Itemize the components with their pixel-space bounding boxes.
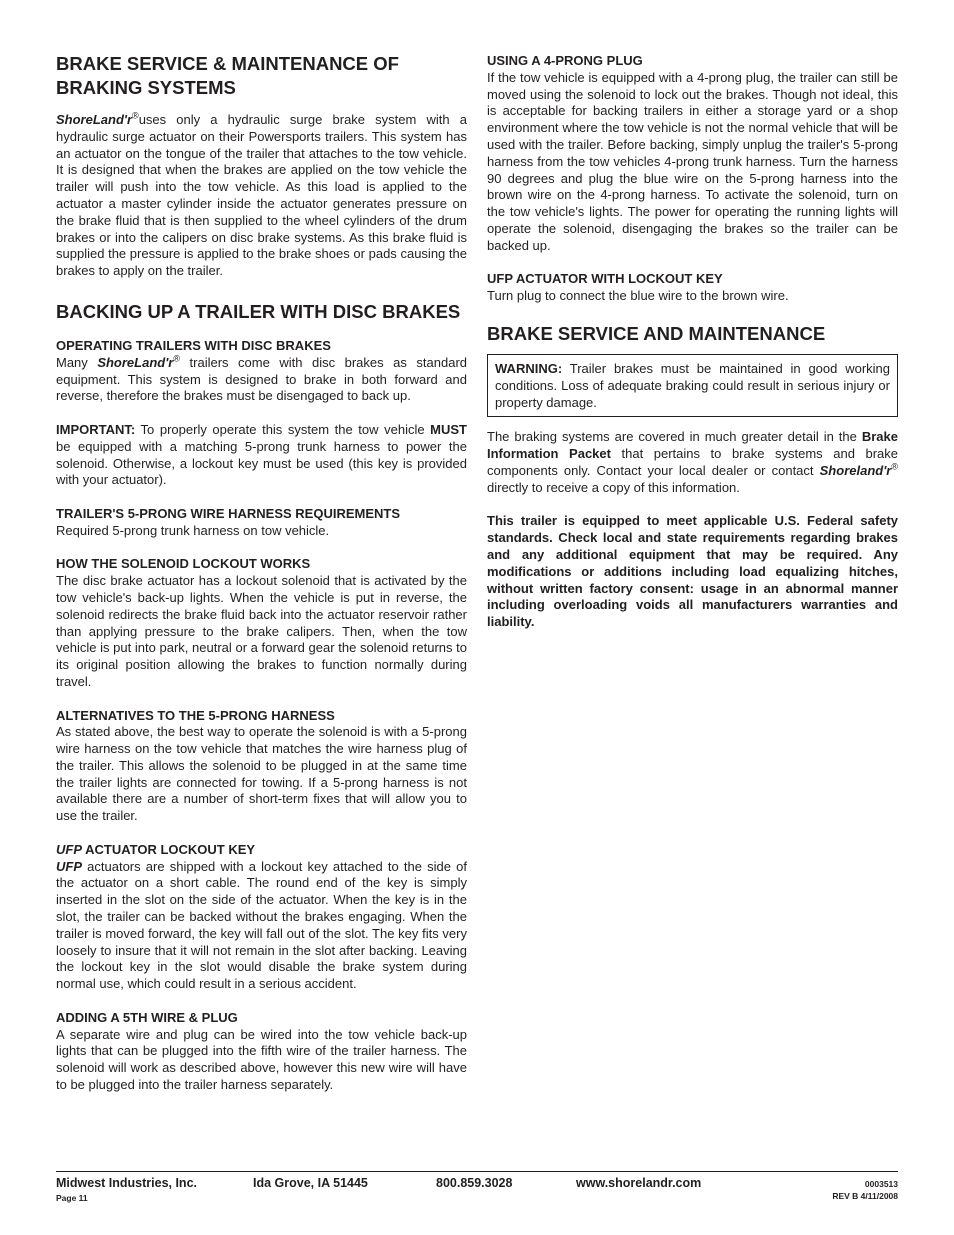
alternatives-heading: ALTERNATIVES TO THE 5-PRONG HARNESS	[56, 707, 335, 723]
left-column	[56, 52, 467, 1094]
harness-paragraph: Required 5-prong trunk harness on tow vehicle.	[56, 522, 330, 538]
federal-standards-paragraph: This trailer is equipped to meet applicable U.S. Federal safety standards. Check local and state requirements regarding brakes and any additional equipment that may be required. Any modifications or additions including load equalizing hitches, without written factory consent: usage in an abnormal manner including overloading voids all manufacturers warranties and liability.	[487, 513, 898, 630]
ufp-brand: UFP	[56, 858, 82, 874]
alternatives-paragraph: As stated above, the best way to operate the solenoid is with a 5-prong wire harness on the tow vehicle that matches the wire harness plug of the trailer. This allows the solenoid to be plugged in at the same time the trailer lights are connected for towing. If a 5-prong harness is not available there are a number of short-term fixes that will allow you to use the trailer.	[56, 724, 467, 824]
brake-packet-name: Brake Information Packet	[487, 429, 898, 462]
footer-city: Ida Grove, IA 51445	[253, 1176, 368, 1190]
ufp-lockout-key-heading: UFP ACTUATOR LOCKOUT KEY	[56, 841, 256, 857]
ufp-paragraph: UFP actuators are shipped with a lockout key attached to the side of the actuator on a short cable. The round end of the key is simply inserted in the slot on the side of the actuator. When the key is in the slot, the trailer can be backed without the brakes engaging. When the trailer is moved forward, the key will fall out of the slot. The key fits very loosely to insure that it will not remain in the slot after backing. Leaving the lockout key in the slot would disable the brake system during normal use, which could result in a serious accident.	[56, 858, 467, 992]
brand-name: ShoreLand'r	[97, 354, 174, 370]
intro-paragraph: ShoreLand'r®uses only a hydraulic surge brake system with a hydraulic surge actuator on their Powersports trailers. This system has an actuator on the tongue of the trailer that attaches to the tow vehicle. It is designed that when the brakes are applied on the tow vehicle the trailer will push into the tow vehicle. As this load is applied to the actuator a master cylinder inside the actuator generates pressure on the brake fluid that is then supplied to the wheel cylinders of the drum brakes or into the calipers on disc brake systems. As this brake fluid is supplied the pressure is applied to the brake shoes or pads causing the brakes to apply on the trailer.	[56, 110, 467, 279]
footer-company: Midwest Industries, Inc.	[56, 1176, 197, 1190]
operating-heading: OPERATING TRAILERS WITH DISC BRAKES	[56, 337, 331, 353]
must-emphasis: MUST	[430, 421, 467, 437]
operating-paragraph: Many ShoreLand'r® trailers come with disc brakes as standard equipment. This system is designed to brake in both forward and reverse, therefore the brakes must be disengaged to back up.	[56, 353, 467, 404]
warning-text: WARNING: Trailer brakes must be maintained in good working conditions. Loss of adequate braking could result in serious injury or property damage.	[495, 360, 890, 410]
service-title: BRAKE SERVICE AND MAINTENANCE	[487, 322, 826, 344]
solenoid-paragraph: The disc brake actuator has a lockout solenoid that is activated by the tow vehicle's back-up lights. When the vehicle is put in reverse, the solenoid redirects the brake fluid back into the actuator reservoir rather than applying pressure to the brake calipers. Then, when the tow vehicle is put into park, neutral or a forward gear the solenoid returns to its original position allowing the brakes to function normally during travel.	[56, 573, 467, 689]
backing-title: BACKING UP A TRAILER WITH DISC BRAKES	[56, 300, 461, 322]
solenoid-heading: HOW THE SOLENOID LOCKOUT WORKS	[56, 556, 311, 572]
warning-box	[487, 354, 898, 417]
four-prong-heading: USING A 4-PRONG PLUG	[487, 53, 643, 68]
right-column	[487, 53, 898, 631]
important-paragraph: IMPORTANT: To properly operate this system the tow vehicle MUST be equipped with a matching 5-prong trunk harness to power the solenoid. Otherwise, a lockout key must be used (this key is provided with your actuator).	[56, 421, 467, 488]
footer-website: www.shorelandr.com	[576, 1176, 702, 1190]
fifth-wire-paragraph: A separate wire and plug can be wired into the tow vehicle back-up lights that can be plugged into the fifth wire of the trailer harness. The solenoid will work as described above, however this new wire will have to be plugged into the trailer harness separately.	[56, 1026, 467, 1093]
ufp-actuator-paragraph: Turn plug to connect the blue wire to the brown wire.	[487, 288, 789, 304]
footer-rule	[56, 1171, 898, 1172]
brand-name: Shoreland'r	[819, 462, 892, 478]
revision: REV B 4/11/2008	[832, 1191, 898, 1201]
ufp-actuator-heading: UFP ACTUATOR WITH LOCKOUT KEY	[487, 271, 723, 287]
four-prong-paragraph: If the tow vehicle is equipped with a 4-prong plug, the trailer can still be moved using the solenoid to lock out the brakes. Though not ideal, this is acceptable for backing trailers in either a storage yard or a shop environment where the tow vehicle is not the normal vehicle that will be used with the trailer. Before backing, simply unplug the trailer's 5-prong harness from the tow vehicles 4-prong trunk harness. Turn the harness 90 degrees and plug the blue wire on the 5-prong harness into the brown wire on the 4-prong harness. To activate the solenoid, turn on the tow vehicle's lights. The power for operating the running lights will operate the solenoid, disengaging the brakes so the trailer can be backed up.	[487, 69, 898, 253]
footer-phone: 800.859.3028	[436, 1176, 513, 1190]
brand-name: ShoreLand'r	[56, 112, 133, 127]
important-label: IMPORTANT:	[56, 421, 136, 437]
warning-label: WARNING:	[495, 360, 563, 376]
main-title: BRAKE SERVICE & MAINTENANCE OF BRAKING SYSTEMS	[56, 53, 399, 98]
fifth-wire-heading: ADDING A 5TH WIRE & PLUG	[56, 1009, 238, 1025]
registered-mark: ®	[173, 353, 180, 364]
doc-number: 0003513	[864, 1179, 898, 1189]
covered-paragraph: The braking systems are covered in much greater detail in the Brake Information Packet that pertains to brake systems and brake components only. Contact your local dealer or contact Shoreland'r® directly to receive a copy of this information.	[487, 429, 898, 495]
page-number: Page 11	[56, 1193, 88, 1203]
registered-mark: ®	[891, 461, 898, 472]
registered-mark: ®	[132, 110, 139, 121]
harness-heading: TRAILER'S 5-PRONG WIRE HARNESS REQUIREMENTS	[56, 505, 401, 521]
